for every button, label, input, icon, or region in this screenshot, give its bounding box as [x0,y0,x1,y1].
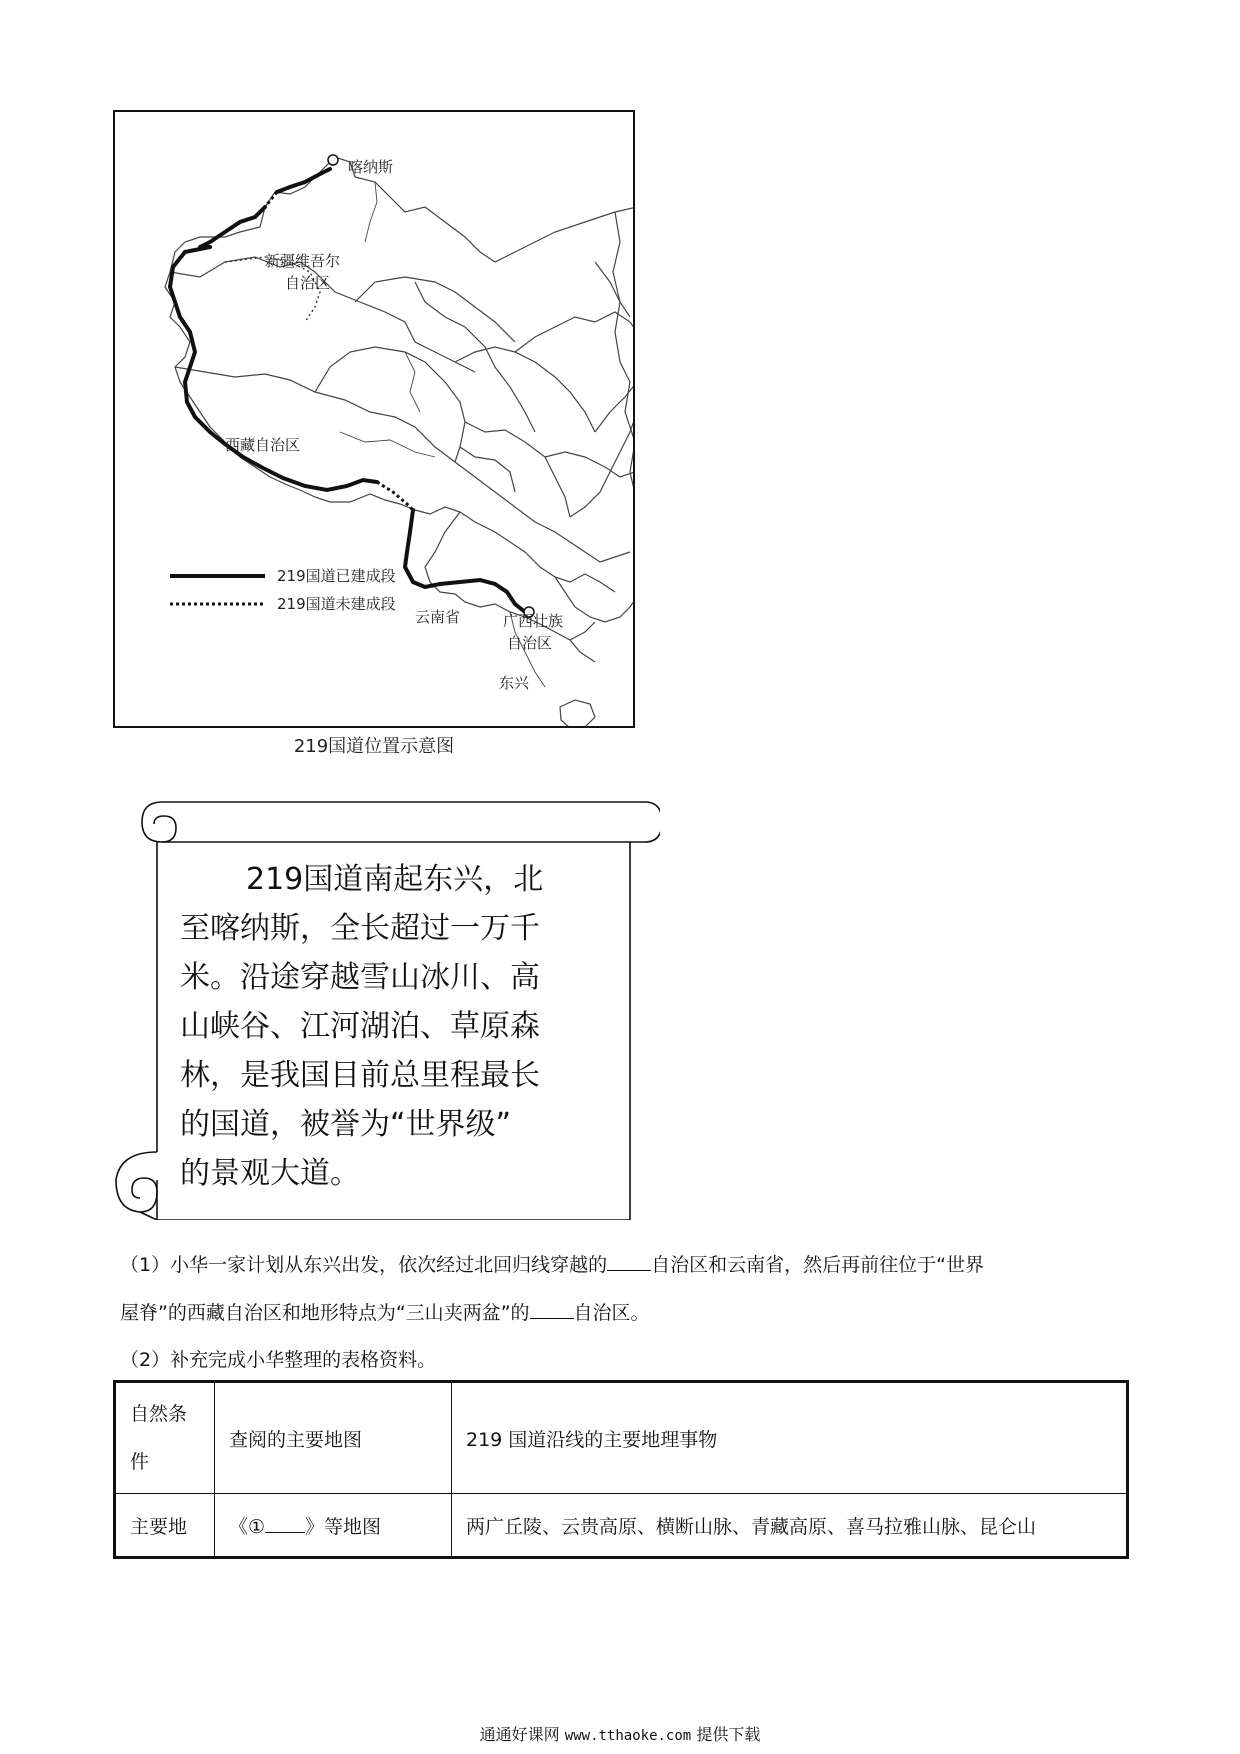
route-built [200,169,330,247]
table-cell-map: 《① 》等地图 [215,1494,452,1558]
label-xinjiang-2: 自治区 [285,274,331,292]
table-header-map: 查阅的主要地图 [215,1382,452,1494]
route-built-main [170,247,525,612]
footer-download-text: 提供下载 [696,1725,761,1744]
label-guangxi-1: 广西壮族 [503,612,564,630]
map-caption: 219国道位置示意图 [293,736,455,757]
label-xinjiang-1: 新疆维吾尔 [265,252,341,270]
table-cell-condition: 主要地 [115,1494,215,1558]
legend-built-label: 219国道已建成段 [277,567,396,585]
label-guangxi-2: 自治区 [507,634,553,652]
table-cell-features: 两广丘陵、云贵高原、横断山脉、青藏高原、喜马拉雅山脉、昆仑山 [452,1494,1128,1558]
scroll-line-6: 的国道，被誉为“世界级” [180,1107,512,1142]
scroll-passage [180,855,590,1198]
table-header-features: 219 国道沿线的主要地理事物 [452,1382,1128,1494]
table-row [115,1382,1128,1494]
answer-blank-1[interactable] [607,1269,651,1271]
scroll-line-4: 山峡谷、江河湖泊、草原森 [180,1009,540,1044]
scroll-text-box [100,780,660,1220]
scroll-line-5: 林，是我国目前总里程最长 [180,1058,540,1093]
route-unbuilt [200,192,413,510]
kanas-marker [328,155,338,165]
table-header-condition: 自然条 件 [115,1382,215,1494]
label-yunnan: 云南省 [415,608,461,626]
scroll-line-1: 219国道南起东兴，北 [246,862,544,897]
answer-blank-2[interactable] [530,1317,574,1319]
map-drawing [115,112,635,728]
scroll-line-7: 的景观大道。 [180,1156,360,1191]
footer-url[interactable]: www.tthaoke.com [564,1728,692,1744]
legend-unbuilt-label: 219国道未建成段 [277,595,396,613]
question-2: （2）补充完成小华整理的表格资料。 [120,1349,437,1371]
table-row [115,1494,1128,1558]
label-dongxing: 东兴 [499,674,530,692]
map-figure [113,110,635,728]
page-footer [0,1722,1240,1745]
info-table [113,1380,1129,1559]
label-kanas: 喀纳斯 [348,158,394,176]
question-1-line-1: （1）小华一家计划从东兴出发，依次经过北回归线穿越的 自治区和云南省，然后再前往位于“世界 [120,1254,984,1276]
footer-site-name: 通通好课网 [479,1725,560,1744]
question-1-line-2: 屋脊”的西藏自治区和地形特点为“三山夹两盆”的 自治区。 [120,1302,650,1324]
answer-blank-3[interactable] [265,1531,305,1533]
label-tibet: 西藏自治区 [225,436,301,454]
scroll-line-3: 米。沿途穿越雪山冰川、高 [180,960,540,995]
scroll-line-2: 至喀纳斯，全长超过一万千 [180,911,540,946]
